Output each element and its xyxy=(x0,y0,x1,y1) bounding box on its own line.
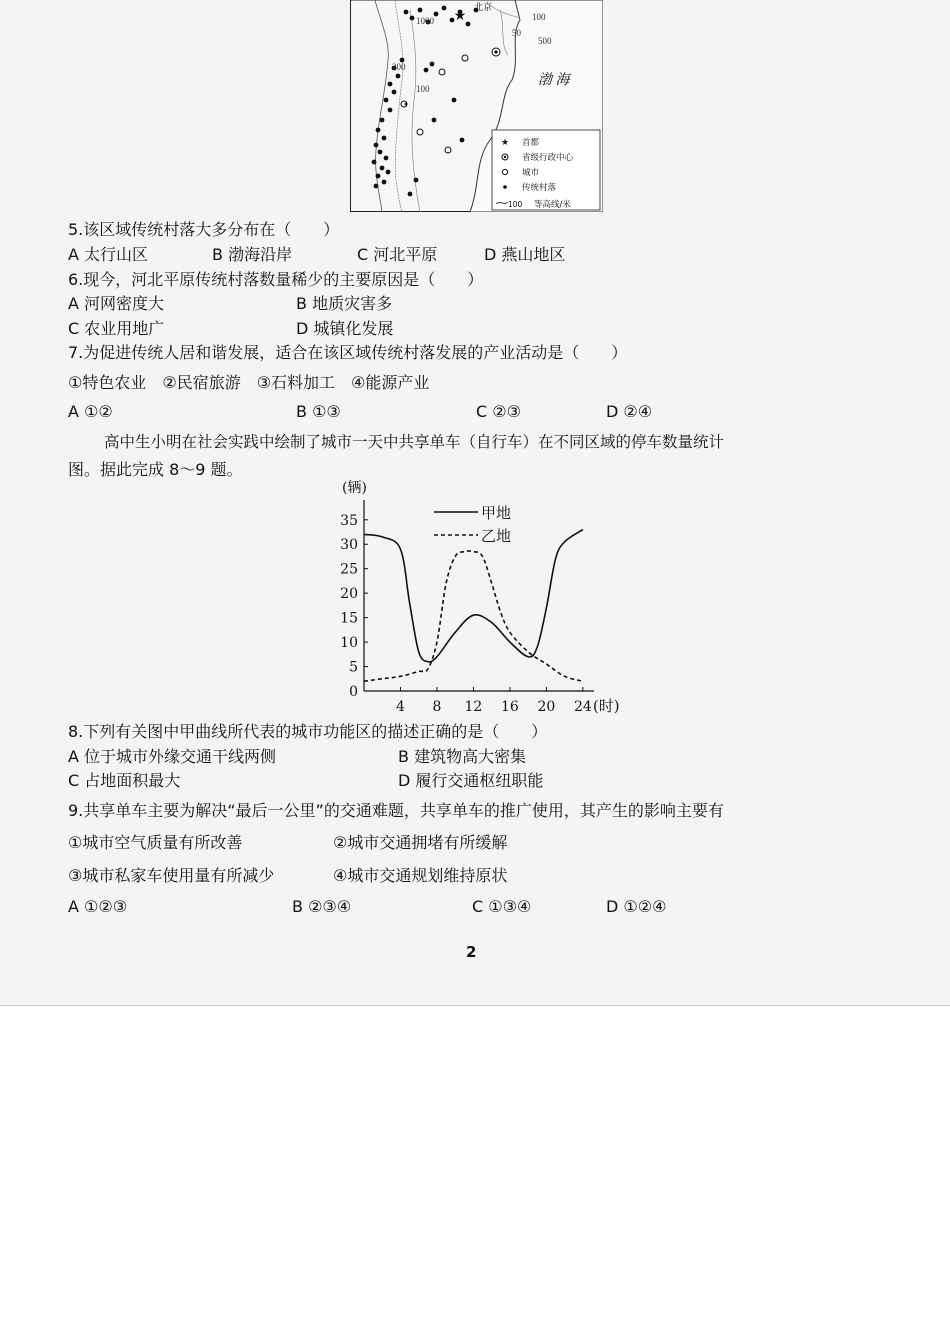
x-tick-label: 24 xyxy=(573,699,592,715)
q7-option-c[interactable]: C ②③ xyxy=(476,402,521,421)
legend-provincial: 省级行政中心 xyxy=(522,153,574,163)
x-tick-label: 8 xyxy=(432,699,442,715)
bike-parking-chart xyxy=(330,472,640,722)
y-tick-label: 10 xyxy=(340,635,358,652)
q9-item-2: ②城市交通拥堵有所缓解 xyxy=(333,833,508,852)
x-axis-label: (时) xyxy=(592,697,620,715)
q8-option-d[interactable]: D 履行交通枢纽职能 xyxy=(398,771,544,790)
y-tick-label: 30 xyxy=(340,537,358,554)
y-tick-label: 5 xyxy=(349,659,358,676)
q9-option-d[interactable]: D ①②④ xyxy=(606,897,667,916)
capital-star-icon: ★ xyxy=(453,8,467,24)
city-label: 北京 xyxy=(474,2,493,12)
contour-label-50: 50 xyxy=(512,28,521,38)
svg-text:★: ★ xyxy=(500,138,510,148)
q5-stem: 5.该区域传统村落大多分布在（ ） xyxy=(68,220,340,239)
contour-label-100-east: 100 xyxy=(532,12,546,22)
legend-village: 传统村落 xyxy=(522,183,557,193)
series-line-2 xyxy=(364,551,583,681)
legend-capital: 首都 xyxy=(522,138,540,148)
q9-item-3: ③城市私家车使用量有所减少 xyxy=(68,866,275,885)
y-tick-label: 35 xyxy=(340,512,358,529)
contour-label-500: 500 xyxy=(538,36,552,46)
q6-option-a[interactable]: A 河网密度大 xyxy=(68,294,165,313)
q7-option-b[interactable]: B ①③ xyxy=(296,402,341,421)
q6-option-c[interactable]: C 农业用地广 xyxy=(68,319,165,338)
q7-option-d[interactable]: D ②④ xyxy=(606,402,653,421)
q5-option-a[interactable]: A 太行山区 xyxy=(68,245,149,264)
q8-option-a[interactable]: A 位于城市外缘交通干线两侧 xyxy=(68,747,277,766)
q9-option-c[interactable]: C ①③④ xyxy=(472,897,532,916)
legend-contour-value: 100 xyxy=(508,200,523,209)
contour-label-100: 100 xyxy=(416,84,430,94)
y-axis-label: (辆) xyxy=(342,480,367,496)
intro-line-1: 高中生小明在社会实践中绘制了城市一天中共享单车（自行车）在不同区域的停车数量统计 xyxy=(104,433,725,451)
legend-contour: 等高线/米 xyxy=(534,200,571,210)
q6-option-b[interactable]: B 地质灾害多 xyxy=(296,294,393,313)
q5-option-b[interactable]: B 渤海沿岸 xyxy=(212,245,293,264)
q8-stem: 8.下列有关图中甲曲线所代表的城市功能区的描述正确的是（ ） xyxy=(68,722,548,741)
q9-item-4: ④城市交通规划维持原状 xyxy=(333,866,508,885)
x-tick-label: 4 xyxy=(396,699,405,715)
q8-option-b[interactable]: B 建筑物高大密集 xyxy=(398,747,527,766)
x-tick-label: 12 xyxy=(464,699,483,715)
page-number: 2 xyxy=(466,943,477,961)
sea-label: 渤 海 xyxy=(538,73,570,88)
series-line-1 xyxy=(364,530,583,662)
chart-series xyxy=(364,530,583,682)
q7-stem: 7.为促进传统人居和谐发展，适合在该区域传统村落发展的产业活动是（ ） xyxy=(68,343,628,362)
q9-option-a[interactable]: A ①②③ xyxy=(68,897,128,916)
q5-option-d[interactable]: D 燕山地区 xyxy=(484,245,566,264)
chart-legend xyxy=(434,504,511,545)
legend-city: 城市 xyxy=(522,168,540,178)
q9-stem: 9.共享单车主要为解决“最后一公里”的交通难题，共享单车的推广使用，其产生的影响主要有 xyxy=(68,801,724,820)
map-legend xyxy=(492,130,600,210)
contour-label-1000: 1000 xyxy=(416,16,434,26)
q8-option-c[interactable]: C 占地面积最大 xyxy=(68,771,181,790)
y-tick-label: 20 xyxy=(340,586,358,603)
q6-option-d[interactable]: D 城镇化发展 xyxy=(296,319,394,338)
intro-line-2: 图。据此完成 8～9 题。 xyxy=(68,460,243,479)
village-distribution-map xyxy=(350,0,603,212)
legend-label-2: 乙地 xyxy=(481,527,512,545)
x-tick-label: 16 xyxy=(501,699,519,715)
q6-stem: 6.现今，河北平原传统村落数量稀少的主要原因是（ ） xyxy=(68,270,484,289)
y-tick-label: 15 xyxy=(340,610,358,627)
x-tick-label: 20 xyxy=(537,699,556,715)
q5-option-c[interactable]: C 河北平原 xyxy=(357,245,438,264)
y-tick-label: 0 xyxy=(349,684,358,700)
y-tick-label: 25 xyxy=(340,561,358,578)
contour-label-200: 200 xyxy=(392,62,406,72)
legend-label-1: 甲地 xyxy=(481,504,512,522)
q9-option-b[interactable]: B ②③④ xyxy=(292,897,352,916)
q9-item-1: ①城市空气质量有所改善 xyxy=(68,833,243,852)
q7-items: ①特色农业 ②民宿旅游 ③石料加工 ④能源产业 xyxy=(68,373,430,392)
q7-option-a[interactable]: A ①② xyxy=(68,402,113,421)
